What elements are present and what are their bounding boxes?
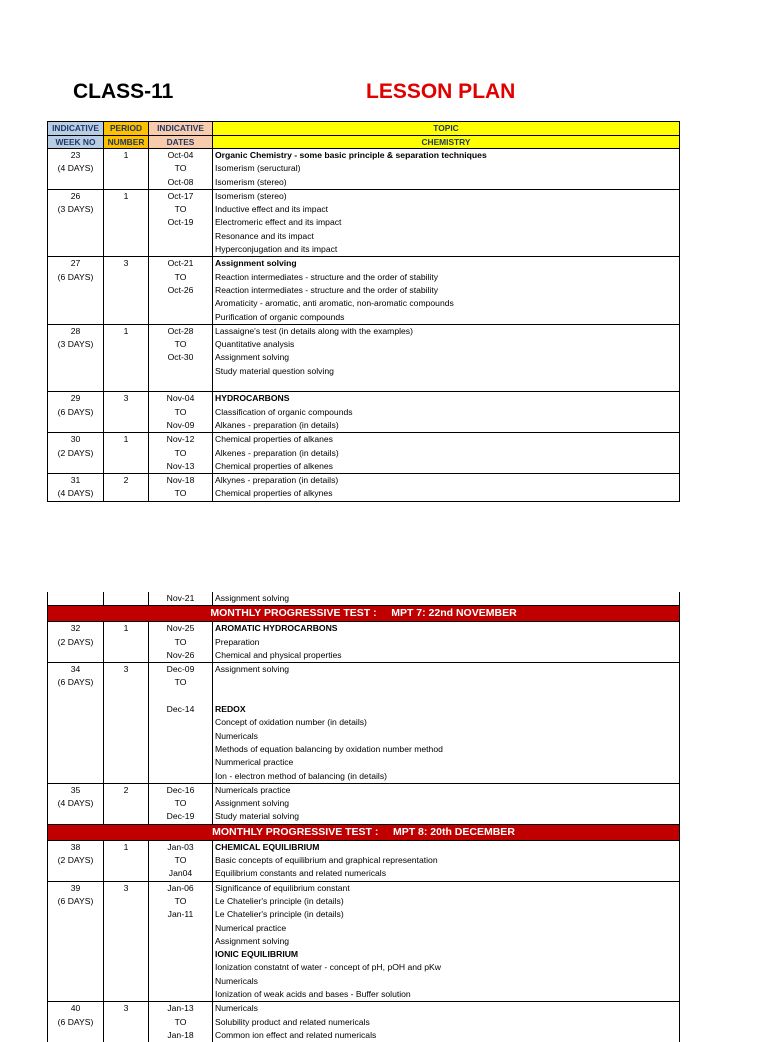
date-line: Jan-18	[167, 1029, 194, 1040]
topic-line: HYDROCARBONS	[215, 393, 290, 404]
week-line: (4 DAYS)	[57, 163, 94, 174]
date-line: Jan-11	[167, 909, 194, 920]
week-line: 26	[70, 190, 81, 201]
date-line: Oct-30	[167, 352, 194, 363]
date-line: Nov-18	[166, 475, 195, 486]
topic-cell	[212, 392, 679, 432]
date-line: TO	[174, 1016, 187, 1027]
topic-line: Chemical properties of alkynes	[215, 488, 333, 499]
header-topic	[212, 122, 679, 148]
table-1-body	[47, 149, 680, 502]
topic-line: CHEMICAL EQUILIBRIUM	[215, 841, 320, 852]
date-line: Jan-06	[167, 882, 194, 893]
dates-cell	[148, 433, 212, 473]
topic-line: Assignment solving	[215, 935, 290, 946]
table-header	[47, 121, 680, 149]
dates-cell	[148, 392, 212, 432]
period-value: 1	[123, 841, 129, 852]
dates-cell	[148, 882, 212, 1002]
period-value: 2	[123, 784, 129, 795]
topic-line: Methods of equation balancing by oxidation number method	[215, 743, 443, 754]
header-dates	[148, 122, 212, 148]
topic-line: Aromaticity - aromatic, anti aromatic, non-aromatic compounds	[215, 298, 454, 309]
topic-line: Classification of organic compounds	[215, 406, 353, 417]
week-line: 39	[70, 882, 81, 893]
header-dates-line2: DATES	[149, 135, 212, 149]
table-row	[47, 592, 680, 605]
topic-line: Solubility product and related numericals	[215, 1016, 370, 1027]
topic-line	[213, 378, 679, 391]
header-topic-line2: CHEMISTRY	[213, 135, 679, 149]
dates-cell	[148, 622, 212, 662]
period-value: 1	[123, 190, 129, 201]
header-week	[48, 122, 103, 148]
topic-line: Alkenes - preparation (in details)	[215, 447, 339, 458]
period-cell	[103, 257, 148, 324]
date-line: Oct-04	[167, 150, 194, 160]
topic-line: Reaction intermediates - structure and the order of stability	[215, 271, 439, 282]
topic-line: Lassaigne's test (in details along with the examples)	[215, 325, 413, 336]
week-line: 40	[70, 1003, 81, 1014]
table-2a-body	[47, 622, 680, 823]
header-period	[103, 122, 148, 148]
header-week-line2: WEEK NO	[48, 135, 103, 149]
topic-cell: Assignment solving	[215, 593, 290, 603]
period-value: 2	[123, 475, 129, 486]
date-line: Oct-28	[167, 325, 194, 336]
week-line: 34	[70, 664, 81, 675]
period-value: 3	[123, 1003, 129, 1014]
topic-line: Numericals	[215, 1003, 258, 1014]
date-line: TO	[174, 798, 187, 809]
period-value: 3	[123, 882, 129, 893]
table-row	[47, 149, 680, 189]
topic-line: Concept of oxidation number (in details)	[215, 717, 367, 728]
week-line: 30	[70, 434, 81, 445]
date-line: TO	[174, 677, 187, 688]
period-cell	[103, 433, 148, 473]
week-line: (6 DAYS)	[57, 677, 94, 688]
week-line: (2 DAYS)	[57, 636, 94, 647]
topic-cell	[212, 841, 679, 881]
date-line: Nov-13	[166, 460, 195, 471]
date-line	[149, 690, 212, 703]
date-line: Nov-25	[166, 623, 195, 634]
week-line: 31	[70, 475, 81, 486]
topic-line: Assignment solving	[215, 258, 297, 269]
week-cell	[48, 622, 103, 662]
topic-cell	[212, 149, 679, 189]
date-line: Dec-16	[166, 784, 195, 795]
topic-line: Electromeric effect and its impact	[215, 217, 342, 228]
period-cell	[103, 1002, 148, 1042]
period-value: 1	[123, 150, 129, 160]
topic-line: IONIC EQUILIBRIUM	[215, 949, 299, 960]
topic-cell	[212, 325, 679, 392]
topic-line: Significance of equilibrium constant	[215, 882, 350, 893]
week-line: (3 DAYS)	[57, 339, 94, 350]
topic-line: Reaction intermediates - structure and the order of stability	[215, 284, 439, 295]
table-row	[47, 841, 680, 881]
table-row	[47, 324, 680, 392]
week-line: (4 DAYS)	[57, 798, 94, 809]
period-cell	[103, 474, 148, 501]
date-line: Dec-19	[166, 811, 195, 822]
week-cell	[48, 663, 103, 783]
week-line: (6 DAYS)	[57, 1016, 94, 1027]
week-line: 23	[70, 150, 81, 160]
dates-cell	[148, 325, 212, 392]
date-line: TO	[174, 488, 187, 499]
date-line: Jan-03	[167, 841, 194, 852]
period-value: 1	[123, 325, 129, 336]
dates-cell	[148, 257, 212, 324]
topic-line: Le Chatelier's principle (in details)	[215, 909, 344, 920]
week-cell	[48, 882, 103, 1002]
week-line: 28	[70, 325, 81, 336]
dates-cell	[148, 149, 212, 189]
period-cell	[103, 663, 148, 783]
week-line: 35	[70, 784, 81, 795]
period-cell	[103, 190, 148, 257]
topic-line: Assignment solving	[215, 352, 290, 363]
topic-line: Quantitative analysis	[215, 339, 295, 350]
topic-line: Numericals	[215, 730, 258, 741]
mpt8-label: MONTHLY PROGRESSIVE TEST :	[212, 825, 379, 838]
lesson-table-2	[47, 592, 680, 1042]
topic-line: Resonance and its impact	[215, 230, 314, 241]
topic-line: Numericals practice	[215, 784, 291, 795]
week-cell	[48, 149, 103, 189]
week-cell	[48, 257, 103, 324]
topic-line: Chemical properties of alkenes	[215, 460, 333, 471]
topic-line	[213, 676, 679, 689]
topic-line: Alkanes - preparation (in details)	[215, 419, 339, 430]
week-line: 32	[70, 623, 81, 634]
topic-line: Assignment solving	[215, 664, 290, 675]
topic-line: Common ion effect and related numericals	[215, 1029, 377, 1040]
topic-line: Chemical properties of alkanes	[215, 434, 333, 445]
week-cell	[48, 325, 103, 392]
mpt7-value: MPT 7: 22nd NOVEMBER	[391, 607, 517, 620]
week-line: (2 DAYS)	[57, 447, 94, 458]
dates-cell: Nov-21	[166, 593, 195, 603]
period-cell	[103, 622, 148, 662]
date-line: Oct-17	[167, 190, 194, 201]
topic-cell	[212, 784, 679, 824]
date-line: Dec-09	[166, 664, 195, 675]
topic-cell	[212, 474, 679, 501]
period-value: 3	[123, 393, 129, 404]
topic-cell	[212, 663, 679, 783]
week-line: 38	[70, 841, 81, 852]
date-line: TO	[174, 855, 187, 866]
topic-line: Equilibrium constants and related numericals	[215, 868, 387, 879]
week-cell	[48, 1002, 103, 1042]
topic-line: Le Chatelier's principle (in details)	[215, 895, 344, 906]
header-week-line1: INDICATIVE	[52, 123, 99, 133]
dates-cell	[148, 474, 212, 501]
lesson-table-1	[47, 121, 680, 502]
week-cell	[48, 841, 103, 881]
topic-line: AROMATIC HYDROCARBONS	[215, 623, 338, 634]
mpt7-label: MONTHLY PROGRESSIVE TEST :	[210, 607, 377, 620]
table-row	[47, 662, 680, 783]
topic-line: Purification of organic compounds	[215, 311, 345, 322]
date-line: Nov-04	[166, 393, 195, 404]
week-line: 29	[70, 393, 81, 404]
date-line: TO	[174, 406, 187, 417]
period-cell	[103, 392, 148, 432]
topic-line: Chemical and physical properties	[215, 649, 342, 660]
period-cell	[103, 784, 148, 824]
date-line: TO	[174, 447, 187, 458]
topic-line: Assignment solving	[215, 798, 290, 809]
week-line: (4 DAYS)	[57, 488, 94, 499]
period-value: 1	[123, 623, 129, 634]
period-value: 3	[123, 258, 129, 269]
topic-line: Ion - electron method of balancing (in details)	[215, 770, 387, 781]
topic-line: REDOX	[215, 704, 246, 715]
week-line: 27	[70, 258, 81, 269]
week-cell	[48, 474, 103, 501]
header-period-line1: PERIOD	[109, 123, 143, 133]
table-row	[47, 189, 680, 257]
date-line: TO	[174, 271, 187, 282]
dates-cell	[148, 841, 212, 881]
date-line: Oct-08	[167, 176, 194, 187]
topic-cell	[212, 1002, 679, 1042]
date-line: TO	[174, 636, 187, 647]
topic-cell	[212, 882, 679, 1002]
date-line: Nov-26	[166, 649, 195, 660]
table-row	[47, 783, 680, 824]
date-line: Dec-14	[166, 704, 195, 715]
topic-line: Study material question solving	[215, 365, 334, 376]
table-row	[47, 622, 680, 662]
table-row	[47, 881, 680, 1002]
date-line: Jan04	[168, 868, 193, 879]
table-row	[47, 391, 680, 432]
period-cell	[103, 841, 148, 881]
date-line: Nov-09	[166, 419, 195, 430]
week-cell	[48, 190, 103, 257]
topic-cell	[212, 257, 679, 324]
topic-line: Isomerism (seructural)	[215, 163, 301, 174]
date-line: TO	[174, 204, 187, 215]
date-line: Oct-19	[167, 217, 194, 228]
dates-cell	[148, 784, 212, 824]
mpt7-banner	[47, 605, 680, 622]
header-topic-line1: TOPIC	[433, 123, 459, 133]
topic-line: Hyperconjugation and its impact	[215, 244, 338, 255]
topic-line: Inductive effect and its impact	[215, 204, 329, 215]
dates-cell	[148, 190, 212, 257]
topic-line: Alkynes - preparation (in details)	[215, 475, 339, 486]
week-cell	[48, 433, 103, 473]
topic-cell	[212, 190, 679, 257]
topic-line: Isomerism (stereo)	[215, 176, 287, 187]
lesson-plan-title: LESSON PLAN	[366, 80, 516, 103]
week-line: (6 DAYS)	[57, 271, 94, 282]
table-row	[47, 473, 680, 502]
week-cell	[48, 784, 103, 824]
date-line: TO	[174, 163, 187, 174]
date-line: Oct-26	[167, 284, 194, 295]
date-line: Jan-13	[167, 1003, 194, 1014]
header-dates-line1: INDICATIVE	[157, 123, 204, 133]
dates-cell	[148, 663, 212, 783]
topic-line: Ionization constatnt of water - concept of pH, pOH and pKw	[215, 962, 441, 973]
topic-line: Basic concepts of equilibrium and graphical representation	[215, 855, 438, 866]
class-title: CLASS-11	[73, 80, 174, 103]
mpt8-value: MPT 8: 20th DECEMBER	[392, 825, 515, 838]
period-cell	[103, 325, 148, 392]
week-line: (2 DAYS)	[57, 855, 94, 866]
dates-cell	[148, 1002, 212, 1042]
week-line: (3 DAYS)	[57, 204, 94, 215]
period-cell	[103, 149, 148, 189]
date-line: TO	[174, 895, 187, 906]
topic-line	[213, 690, 679, 703]
topic-line: Study material solving	[215, 811, 300, 822]
week-line: (6 DAYS)	[57, 895, 94, 906]
period-cell	[103, 882, 148, 1002]
topic-line: Numerical practice	[215, 922, 287, 933]
topic-line: Nummerical practice	[215, 757, 294, 768]
topic-line: Preparation	[215, 636, 260, 647]
header-period-line2: NUMBER	[104, 135, 148, 149]
topic-line: Numericals	[215, 975, 258, 986]
table-row	[47, 1001, 680, 1042]
topic-line: Isomerism (stereo)	[215, 190, 287, 201]
table-row	[47, 432, 680, 473]
mpt8-banner	[47, 824, 680, 841]
topic-cell	[212, 622, 679, 662]
table-2b-body	[47, 841, 680, 1042]
date-line: Nov-12	[166, 434, 195, 445]
week-line: (6 DAYS)	[57, 406, 94, 417]
date-line: TO	[174, 339, 187, 350]
topic-line: Organic Chemistry - some basic principle & separation techniques	[215, 150, 487, 160]
date-line: Oct-21	[167, 258, 194, 269]
period-value: 3	[123, 664, 129, 675]
topic-cell	[212, 433, 679, 473]
topic-line: Ionization of weak acids and bases - Buffer solution	[215, 989, 411, 1000]
period-value: 1	[123, 434, 129, 445]
week-cell	[48, 392, 103, 432]
table-row	[47, 256, 680, 324]
